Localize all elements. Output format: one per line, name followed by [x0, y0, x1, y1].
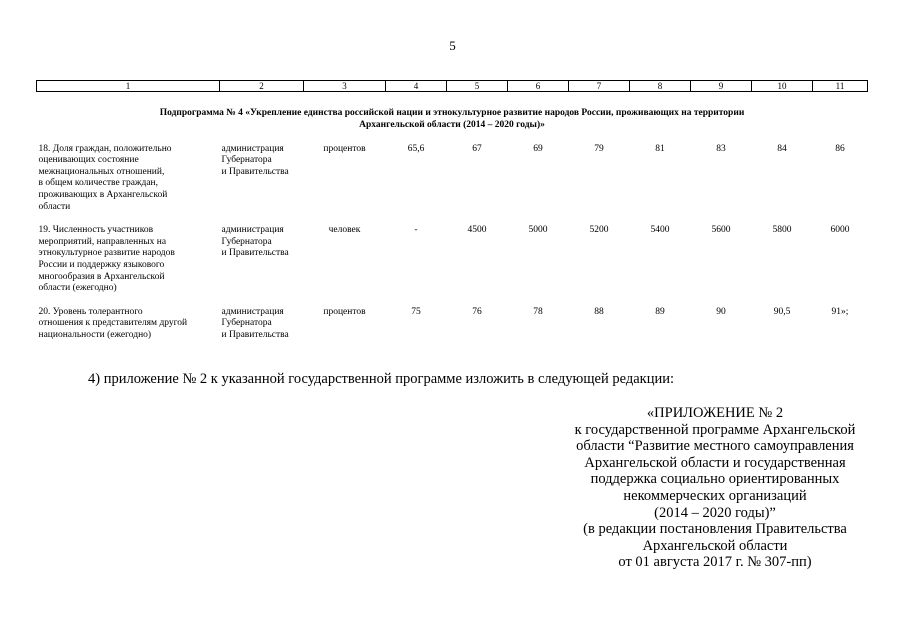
- value-cell: 67: [472, 143, 482, 154]
- text-line: 18. Доля граждан, положительно: [38, 143, 172, 154]
- column-number: 8: [630, 81, 691, 92]
- column-number: 7: [569, 81, 630, 92]
- unit-cell: процентов: [323, 306, 366, 317]
- appendix-line: (2014 – 2020 годы)”: [654, 504, 776, 521]
- subprogram-title-line: Архангельской области (2014 – 2020 годы)»: [359, 119, 545, 130]
- column-number: 11: [813, 81, 868, 92]
- text-line: и Правительства: [221, 166, 289, 177]
- indicators-table: [36, 80, 868, 353]
- value-cell: 83: [716, 143, 726, 154]
- column-number: 1: [37, 81, 220, 92]
- value-cell: 65,6: [407, 143, 425, 154]
- unit-cell: процентов: [323, 143, 366, 154]
- text-line: этнокультурное развитие народов: [38, 248, 175, 259]
- column-number: 2: [220, 81, 304, 92]
- text-line: области (ежегодно): [38, 283, 117, 294]
- subprogram-title-line: Подпрограмма № 4 «Укрепление единства российской нации и этнокультурное развитие народов России, проживающих на территории: [159, 108, 745, 118]
- table-row: [37, 307, 868, 354]
- appendix-heading: [555, 405, 875, 571]
- subprogram-title: [37, 92, 868, 144]
- text-line: оценивающих состояние: [38, 155, 139, 166]
- appendix-line: Архангельской области: [642, 537, 788, 554]
- text-line: многообразия в Архангельской: [38, 271, 165, 282]
- value-cell: 76: [472, 306, 482, 317]
- text-line: администрация: [221, 143, 284, 154]
- appendix-line: некоммерческих организаций: [623, 487, 807, 504]
- text-line: межнациональных отношений,: [38, 166, 165, 177]
- text-line: проживающих в Архангельской: [38, 190, 168, 201]
- text-line: 19. Численность участников: [38, 225, 154, 236]
- subprogram-title-row: [37, 92, 868, 144]
- unit-cell: человек: [328, 225, 361, 236]
- column-number: 10: [752, 81, 813, 92]
- column-number: 5: [447, 81, 508, 92]
- appendix-line: области “Развитие местного самоуправления: [576, 438, 854, 455]
- text-line: 20. Уровень толерантного: [38, 306, 143, 317]
- value-cell: 90: [716, 306, 726, 317]
- value-cell: 89: [655, 306, 665, 317]
- value-cell: 90,5: [773, 306, 791, 317]
- value-cell: 86: [835, 143, 845, 154]
- value-cell: 6000: [830, 225, 850, 236]
- value-cell: 5600: [711, 225, 731, 236]
- column-number: 3: [304, 81, 386, 92]
- responsible-org: [220, 307, 304, 354]
- value-cell: 5400: [650, 225, 670, 236]
- value-cell: 5000: [528, 225, 548, 236]
- indicator-name: [37, 307, 220, 354]
- value-cell: 75: [411, 306, 421, 317]
- value-cell: 5800: [772, 225, 792, 236]
- text-line: администрация: [221, 306, 284, 317]
- column-number: 4: [386, 81, 447, 92]
- page-number: 5: [449, 38, 456, 53]
- responsible-org: [220, 144, 304, 225]
- value-cell: 84: [777, 143, 787, 154]
- value-cell: 69: [533, 143, 543, 154]
- column-number-row: [37, 81, 868, 92]
- appendix-line: (в редакции постановления Правительства: [583, 521, 847, 538]
- value-cell: 78: [533, 306, 543, 317]
- indicator-name: [37, 225, 220, 306]
- text-line: и Правительства: [221, 248, 289, 259]
- value-cell: 81: [655, 143, 665, 154]
- value-cell: 88: [594, 306, 604, 317]
- appendix-line: к государственной программе Архангельской: [574, 421, 856, 438]
- text-line: отношения к представителям другой: [38, 318, 188, 329]
- text-line: Губернатора: [221, 236, 272, 247]
- amendment-instruction: 4) приложение № 2 к указанной государственной программе изложить в следующей редакции:: [88, 371, 675, 387]
- appendix-line: «ПРИЛОЖЕНИЕ № 2: [646, 405, 784, 421]
- text-line: мероприятий, направленных на: [38, 236, 167, 247]
- appendix-line: поддержка социально ориентированных: [590, 471, 840, 488]
- value-cell: 5200: [589, 225, 609, 236]
- value-cell: -: [414, 225, 418, 236]
- text-line: в общем количестве граждан,: [38, 178, 159, 189]
- text-line: области: [38, 201, 71, 212]
- text-line: Губернатора: [221, 155, 272, 166]
- column-number: 9: [691, 81, 752, 92]
- text-line: национальности (ежегодно): [38, 329, 152, 340]
- value-cell: 4500: [467, 225, 487, 236]
- responsible-org: [220, 225, 304, 306]
- text-line: России и поддержку языкового: [38, 259, 165, 270]
- table-row: [37, 225, 868, 306]
- table-row: [37, 144, 868, 225]
- column-number: 6: [508, 81, 569, 92]
- appendix-line: от 01 августа 2017 г. № 307-пп): [618, 554, 812, 571]
- indicator-name: [37, 144, 220, 225]
- value-cell: 79: [594, 143, 604, 154]
- text-line: администрация: [221, 225, 284, 236]
- text-line: Губернатора: [221, 318, 272, 329]
- text-line: и Правительства: [221, 329, 289, 340]
- value-cell: 91»;: [831, 306, 849, 317]
- appendix-line: Архангельской области и государственная: [584, 454, 846, 471]
